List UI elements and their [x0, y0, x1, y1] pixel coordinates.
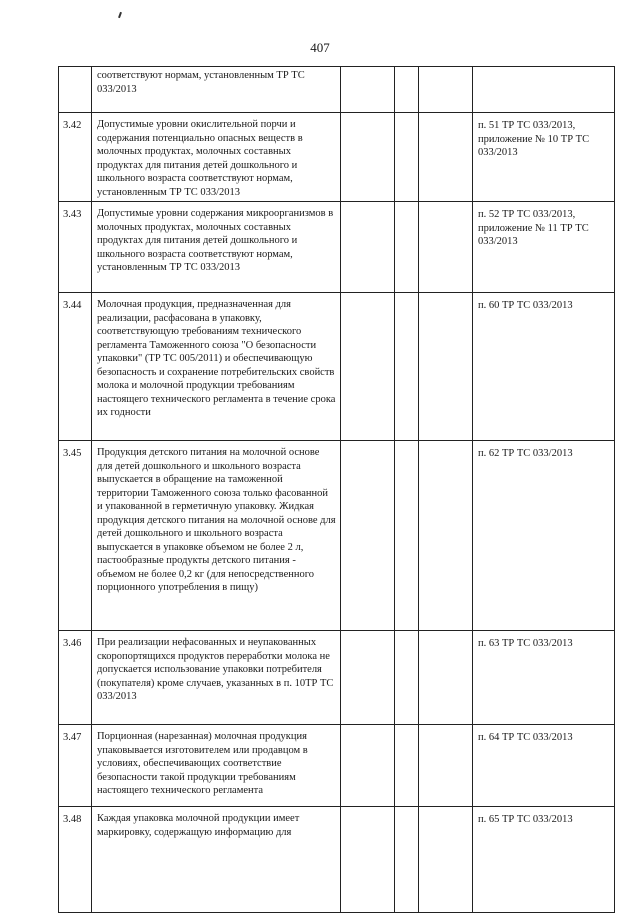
check-cell: [419, 631, 473, 725]
row-number-cell: 3.42: [59, 113, 92, 202]
check-cell: [395, 202, 419, 293]
requirement-cell: Молочная продукция, предназначенная для реализации, расфасована в упаковку, соответствующую требованиям технического регламента Таможенного союза "О безопасности упаковки" (ТР ТС 005/2011) и обеспечивающую безопасность и сохранение потребительских свойств молока и молочной продукции требованиям настоящего технического регламента в течение срока их годности: [92, 293, 341, 441]
reference-cell: п. 65 ТР ТС 033/2013: [473, 807, 615, 913]
reference-cell: [473, 67, 615, 113]
check-cell: [341, 67, 395, 113]
check-cell: [341, 807, 395, 913]
requirement-cell: соответствуют нормам, установленным ТР ТС 033/2013: [92, 67, 341, 113]
table-row: [59, 631, 615, 725]
check-cell: [341, 202, 395, 293]
check-cell: [395, 67, 419, 113]
reference-cell: п. 51 ТР ТС 033/2013, приложение № 10 ТР ТС 033/2013: [473, 113, 615, 202]
check-cell: [395, 441, 419, 631]
requirement-cell: Допустимые уровни окислительной порчи и содержания потенциально опасных веществ в молочных продуктах, молочных составных продуктах для питания детей дошкольного и школьного возраста соответствуют нормам, установленным ТР ТС 033/2013: [92, 113, 341, 202]
requirement-cell: При реализации нефасованных и неупакованных скоропортящихся продуктов переработки молока не допускается использование упаковки потребителя (покупателя) кроме случаев, указанных в п. 10ТР ТС 033/2013: [92, 631, 341, 725]
row-number-cell: 3.48: [59, 807, 92, 913]
reference-cell: п. 64 ТР ТС 033/2013: [473, 725, 615, 807]
reference-cell: п. 62 ТР ТС 033/2013: [473, 441, 615, 631]
requirement-cell: Каждая упаковка молочной продукции имеет маркировку, содержащую информацию для: [92, 807, 341, 913]
requirements-table: [58, 66, 615, 913]
check-cell: [419, 67, 473, 113]
check-cell: [395, 113, 419, 202]
requirement-cell: Продукция детского питания на молочной основе для детей дошкольного и школьного возраста выпускается в обращение на таможенной территории Таможенного союза только фасованной и упакованной в герметичную упаковку. Жидкая продукция детского питания на молочной основе для детей дошкольного и школьного возраста выпускается в упаковке объемом не более 2 л, пастообразные продукты детского питания - объемом не более 0,2 кг (для непосредственного порционного употребления в пищу): [92, 441, 341, 631]
check-cell: [419, 441, 473, 631]
row-number-cell: 3.47: [59, 725, 92, 807]
row-number-cell: 3.45: [59, 441, 92, 631]
table-row: [59, 441, 615, 631]
check-cell: [341, 113, 395, 202]
reference-cell: п. 63 ТР ТС 033/2013: [473, 631, 615, 725]
check-cell: [395, 807, 419, 913]
check-cell: [419, 807, 473, 913]
check-cell: [341, 631, 395, 725]
check-cell: [419, 293, 473, 441]
table-row: [59, 202, 615, 293]
row-number-cell: [59, 67, 92, 113]
reference-cell: п. 52 ТР ТС 033/2013, приложение № 11 ТР ТС 033/2013: [473, 202, 615, 293]
reference-cell: п. 60 ТР ТС 033/2013: [473, 293, 615, 441]
table-row: [59, 293, 615, 441]
table-row: [59, 807, 615, 913]
check-cell: [341, 441, 395, 631]
check-cell: [341, 725, 395, 807]
check-cell: [419, 113, 473, 202]
stray-mark: [118, 12, 122, 18]
requirement-cell: Допустимые уровни содержания микроорганизмов в молочных продуктах, молочных составных продуктах для питания детей дошкольного и школьного возраста соответствуют нормам, установленным ТР ТС 033/2013: [92, 202, 341, 293]
check-cell: [395, 725, 419, 807]
table-row: [59, 67, 615, 113]
check-cell: [395, 293, 419, 441]
check-cell: [419, 202, 473, 293]
row-number-cell: 3.44: [59, 293, 92, 441]
check-cell: [419, 725, 473, 807]
requirement-cell: Порционная (нарезанная) молочная продукция упаковывается изготовителем или продавцом в условиях, обеспечивающих соответствие безопасности такой продукции требованиям настоящего технического регламента: [92, 725, 341, 807]
check-cell: [395, 631, 419, 725]
row-number-cell: 3.46: [59, 631, 92, 725]
row-number-cell: 3.43: [59, 202, 92, 293]
table-row: [59, 113, 615, 202]
check-cell: [341, 293, 395, 441]
page-number: 407: [310, 40, 330, 55]
table-row: [59, 725, 615, 807]
